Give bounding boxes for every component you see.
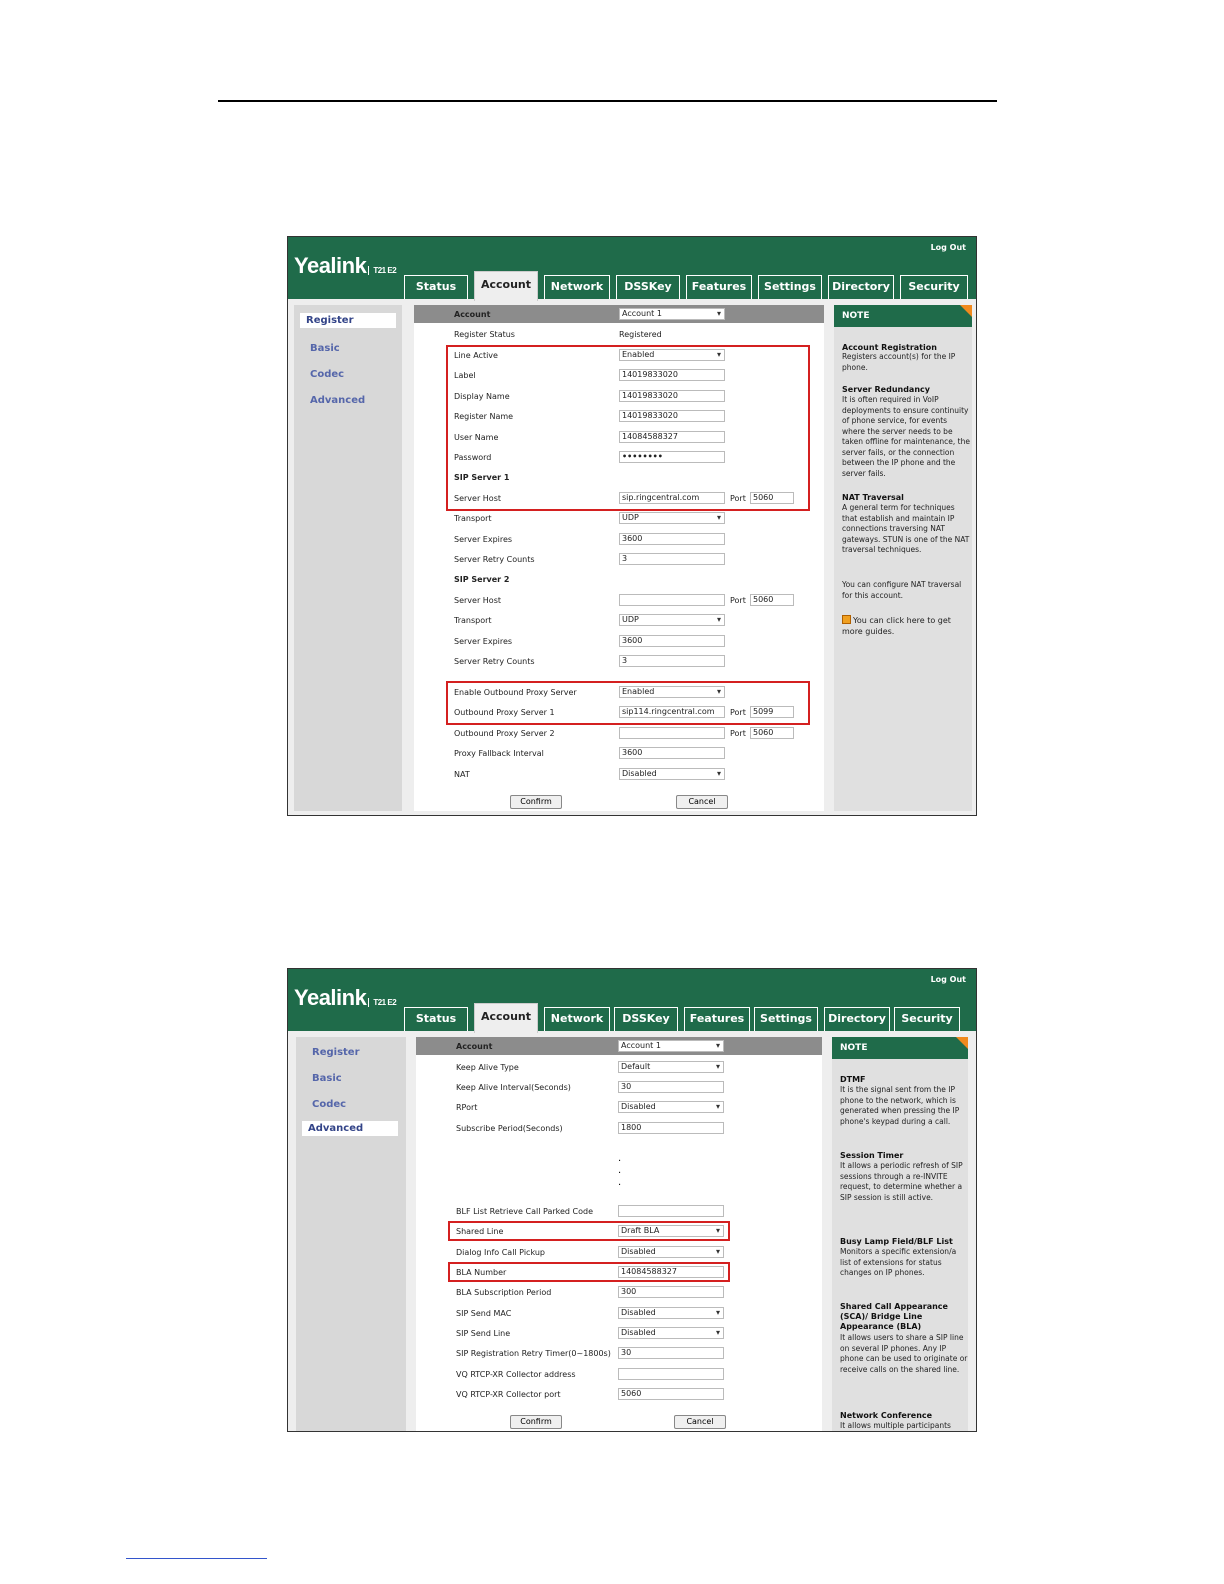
guides-link[interactable]: You can click here to get more guides. bbox=[842, 616, 951, 636]
note-text-blf: Monitors a specific extension/a list of extensions for status changes on IP phones. bbox=[840, 1247, 957, 1277]
password-label: Password bbox=[454, 453, 492, 462]
tab-status[interactable]: Status bbox=[404, 275, 468, 299]
outbound1-port-label: Port bbox=[730, 708, 746, 717]
dialog-pickup-select[interactable]: Disabled ▾ bbox=[618, 1246, 724, 1258]
outbound2-input[interactable] bbox=[619, 727, 725, 739]
account-label: Account bbox=[454, 310, 491, 319]
sidebar bbox=[296, 1037, 406, 1432]
note-title-session-timer: Session Timer bbox=[840, 1151, 904, 1160]
register-name-label: Register Name bbox=[454, 412, 514, 421]
tab-security[interactable]: Security bbox=[894, 1007, 960, 1031]
s1-host-label: Server Host bbox=[454, 494, 501, 503]
sidebar-item-register[interactable]: Register bbox=[300, 313, 396, 328]
s1-transport-select[interactable]: UDP ▾ bbox=[619, 512, 725, 524]
fallback-label: Proxy Fallback Interval bbox=[454, 749, 544, 758]
note-title-nat: NAT Traversal bbox=[842, 493, 904, 502]
s1-port-input[interactable]: 5060 bbox=[750, 492, 794, 504]
tab-settings[interactable]: Settings bbox=[758, 275, 822, 299]
confirm-button[interactable]: Confirm bbox=[510, 795, 562, 809]
s2-host-input[interactable] bbox=[619, 594, 725, 606]
note-text-session-timer: It allows a periodic refresh of SIP sessions through a re-INVITE request, to determine whether a SIP session is still active. bbox=[840, 1161, 963, 1202]
account-label: Account bbox=[456, 1042, 493, 1051]
nat-select[interactable]: Disabled ▾ bbox=[619, 768, 725, 780]
sidebar-item-basic[interactable]: Basic bbox=[310, 343, 340, 354]
sip-server1-heading: SIP Server 1 bbox=[454, 473, 510, 482]
s2-retry-input[interactable]: 3 bbox=[619, 655, 725, 667]
tab-dsskey[interactable]: DSSKey bbox=[614, 1007, 678, 1031]
keep-alive-type-label: Keep Alive Type bbox=[456, 1063, 519, 1072]
account-select[interactable]: Account 1 ▾ bbox=[618, 1040, 724, 1052]
line-active-select[interactable]: Enabled ▾ bbox=[619, 349, 725, 361]
highlight-box-outbound bbox=[446, 681, 810, 725]
keep-alive-interval-input[interactable]: 30 bbox=[618, 1081, 724, 1093]
shared-line-label: Shared Line bbox=[456, 1227, 504, 1236]
fallback-input[interactable]: 3600 bbox=[619, 747, 725, 759]
sip-send-line-label: SIP Send Line bbox=[456, 1329, 511, 1338]
highlight-box-registration bbox=[446, 345, 810, 511]
sidebar-item-codec[interactable]: Codec bbox=[312, 1099, 347, 1110]
s1-host-input[interactable]: sip.ringcentral.com bbox=[619, 492, 725, 504]
s1-expires-label: Server Expires bbox=[454, 535, 513, 544]
sip-send-mac-select[interactable]: Disabled ▾ bbox=[618, 1307, 724, 1319]
screenshot-register bbox=[287, 236, 977, 816]
sip-retry-timer-label: SIP Registration Retry Timer(0~1800s) bbox=[456, 1349, 611, 1358]
sidebar-item-codec[interactable]: Codec bbox=[310, 369, 345, 380]
s1-retry-input[interactable]: 3 bbox=[619, 553, 725, 565]
bla-period-input[interactable]: 300 bbox=[618, 1286, 724, 1298]
s1-transport-label: Transport bbox=[454, 514, 492, 523]
settings-form bbox=[414, 305, 824, 811]
note-header: NOTE bbox=[834, 305, 972, 327]
s1-port-label: Port bbox=[730, 494, 746, 503]
note-title-blf: Busy Lamp Field/BLF List bbox=[840, 1237, 953, 1246]
s2-port-input[interactable]: 5060 bbox=[750, 594, 794, 606]
outbound2-port-input[interactable]: 5060 bbox=[750, 727, 794, 739]
sip-send-mac-label: SIP Send MAC bbox=[456, 1309, 512, 1318]
display-name-label: Display Name bbox=[454, 392, 510, 401]
vq-address-label: VQ RTCP-XR Collector address bbox=[456, 1370, 576, 1379]
s2-retry-label: Server Retry Counts bbox=[454, 657, 535, 666]
note-text-redundancy: It is often required in VoIP deployments to ensure continuity of phone service, for events where the server needs to be taken offline for maintenance, the server fails, or the connection between the IP phone and the server fails. bbox=[842, 395, 970, 478]
sidebar-item-advanced[interactable]: Advanced bbox=[302, 1121, 398, 1136]
note-panel bbox=[832, 1037, 968, 1432]
tab-settings[interactable]: Settings bbox=[754, 1007, 818, 1031]
tab-features[interactable]: Features bbox=[686, 275, 752, 299]
s1-expires-input[interactable]: 3600 bbox=[619, 533, 725, 545]
logout-link[interactable]: Log Out bbox=[930, 975, 966, 984]
note-title-redundancy: Server Redundancy bbox=[842, 385, 930, 394]
yealink-logo: Yealink T21 E2 bbox=[294, 253, 397, 278]
nat-label: NAT bbox=[454, 770, 470, 779]
cancel-button[interactable]: Cancel bbox=[676, 795, 728, 809]
s2-port-label: Port bbox=[730, 596, 746, 605]
s2-expires-input[interactable]: 3600 bbox=[619, 635, 725, 647]
s2-host-label: Server Host bbox=[454, 596, 501, 605]
outbound2-port-label: Port bbox=[730, 729, 746, 738]
bla-period-label: BLA Subscription Period bbox=[456, 1288, 552, 1297]
note-header: NOTE bbox=[832, 1037, 968, 1059]
s2-expires-label: Server Expires bbox=[454, 637, 513, 646]
note-text-nat-config: You can configure NAT traversal for this account. bbox=[842, 580, 962, 600]
tab-directory[interactable]: Directory bbox=[828, 275, 894, 299]
user-name-label: User Name bbox=[454, 433, 499, 442]
note-text-registration: Registers account(s) for the IP phone. bbox=[842, 352, 956, 372]
highlight-box-shared-line bbox=[448, 1221, 730, 1241]
ellipsis-dots: . . . bbox=[618, 1153, 622, 1188]
note-title-dtmf: DTMF bbox=[840, 1075, 866, 1084]
password-input[interactable]: •••••••• bbox=[619, 451, 725, 463]
account-select[interactable]: Account 1 ▾ bbox=[619, 308, 725, 320]
keep-alive-interval-label: Keep Alive Interval(Seconds) bbox=[456, 1083, 571, 1092]
s2-transport-label: Transport bbox=[454, 616, 492, 625]
tab-dsskey[interactable]: DSSKey bbox=[616, 275, 680, 299]
settings-form bbox=[416, 1037, 822, 1432]
logout-link[interactable]: Log Out bbox=[930, 243, 966, 252]
page-header-rule bbox=[218, 100, 997, 102]
register-name-input[interactable]: 14019833020 bbox=[619, 410, 725, 422]
outbound2-label: Outbound Proxy Server 2 bbox=[454, 729, 555, 738]
tab-account[interactable]: Account bbox=[474, 1003, 538, 1033]
sidebar bbox=[294, 305, 402, 811]
subscribe-period-input[interactable]: 1800 bbox=[618, 1122, 724, 1134]
tab-directory[interactable]: Directory bbox=[824, 1007, 890, 1031]
dialog-pickup-label: Dialog Info Call Pickup bbox=[456, 1248, 545, 1257]
yealink-logo: Yealink T21 E2 bbox=[294, 985, 397, 1010]
s1-retry-label: Server Retry Counts bbox=[454, 555, 535, 564]
tab-status[interactable]: Status bbox=[404, 1007, 468, 1031]
note-text-network-conference: It allows multiple participants bbox=[840, 1421, 951, 1430]
outbound1-input[interactable]: sip114.ringcentral.com bbox=[619, 706, 725, 718]
bla-number-label: BLA Number bbox=[456, 1268, 507, 1277]
shared-line-select[interactable]: Draft BLA ▾ bbox=[618, 1225, 724, 1237]
register-status-label: Register Status bbox=[454, 330, 515, 339]
s2-transport-select[interactable]: UDP ▾ bbox=[619, 614, 725, 626]
register-status-value: Registered bbox=[619, 330, 662, 339]
note-text-dtmf: It is the signal sent from the IP phone to the network, which is generated when pressing the IP phone's keypad during a call. bbox=[840, 1085, 960, 1126]
rport-select[interactable]: Disabled ▾ bbox=[618, 1101, 724, 1113]
subscribe-period-label: Subscribe Period(Seconds) bbox=[456, 1124, 563, 1133]
vq-address-input[interactable] bbox=[618, 1368, 724, 1380]
screenshot-advanced bbox=[287, 968, 977, 1432]
sip-send-line-select[interactable]: Disabled ▾ bbox=[618, 1327, 724, 1339]
footer-link-underline bbox=[126, 1558, 267, 1559]
note-title-sca-bla: Shared Call Appearance (SCA)/ Bridge Line Appearance (BLA) bbox=[840, 1302, 948, 1331]
vq-port-input[interactable]: 5060 bbox=[618, 1388, 724, 1400]
line-active-label: Line Active bbox=[454, 351, 498, 360]
note-text-nat: A general term for techniques that establish and maintain IP connections traversing NAT gateways. STUN is one of the NAT traversal techniques. bbox=[842, 503, 970, 554]
label-input[interactable]: 14019833020 bbox=[619, 369, 725, 381]
outbound1-port-input[interactable]: 5099 bbox=[750, 706, 794, 718]
tab-network[interactable]: Network bbox=[544, 275, 610, 299]
highlight-box-bla-number bbox=[448, 1262, 730, 1282]
user-name-input[interactable]: 14084588327 bbox=[619, 431, 725, 443]
blf-code-label: BLF List Retrieve Call Parked Code bbox=[456, 1207, 594, 1216]
confirm-button[interactable]: Confirm bbox=[510, 1415, 562, 1429]
tab-account[interactable]: Account bbox=[474, 271, 538, 301]
sidebar-item-register[interactable]: Register bbox=[312, 1047, 360, 1058]
book-icon bbox=[842, 615, 851, 624]
sidebar-item-basic[interactable]: Basic bbox=[312, 1073, 342, 1084]
outbound-enable-select[interactable]: Enabled ▾ bbox=[619, 686, 725, 698]
outbound1-label: Outbound Proxy Server 1 bbox=[454, 708, 555, 717]
display-name-input[interactable]: 14019833020 bbox=[619, 390, 725, 402]
label-label: Label bbox=[454, 371, 476, 380]
tab-network[interactable]: Network bbox=[544, 1007, 610, 1031]
tab-features[interactable]: Features bbox=[684, 1007, 750, 1031]
keep-alive-type-select[interactable]: Default ▾ bbox=[618, 1061, 724, 1073]
note-title-network-conference: Network Conference bbox=[840, 1411, 933, 1420]
sip-server2-heading: SIP Server 2 bbox=[454, 575, 510, 584]
note-panel bbox=[834, 305, 972, 811]
vq-port-label: VQ RTCP-XR Collector port bbox=[456, 1390, 561, 1399]
note-title-registration: Account Registration bbox=[842, 343, 937, 352]
cancel-button[interactable]: Cancel bbox=[674, 1415, 726, 1429]
rport-label: RPort bbox=[456, 1103, 478, 1112]
outbound-enable-label: Enable Outbound Proxy Server bbox=[454, 688, 577, 697]
bla-number-input[interactable]: 14084588327 bbox=[618, 1266, 724, 1278]
sip-retry-timer-input[interactable]: 30 bbox=[618, 1347, 724, 1359]
note-text-sca-bla: It allows users to share a SIP line on several IP phones. Any IP phone can be used to originate or receive calls on the shared line. bbox=[840, 1333, 968, 1374]
blf-code-input[interactable] bbox=[618, 1205, 724, 1217]
tab-security[interactable]: Security bbox=[900, 275, 968, 299]
sidebar-item-advanced[interactable]: Advanced bbox=[310, 395, 366, 406]
